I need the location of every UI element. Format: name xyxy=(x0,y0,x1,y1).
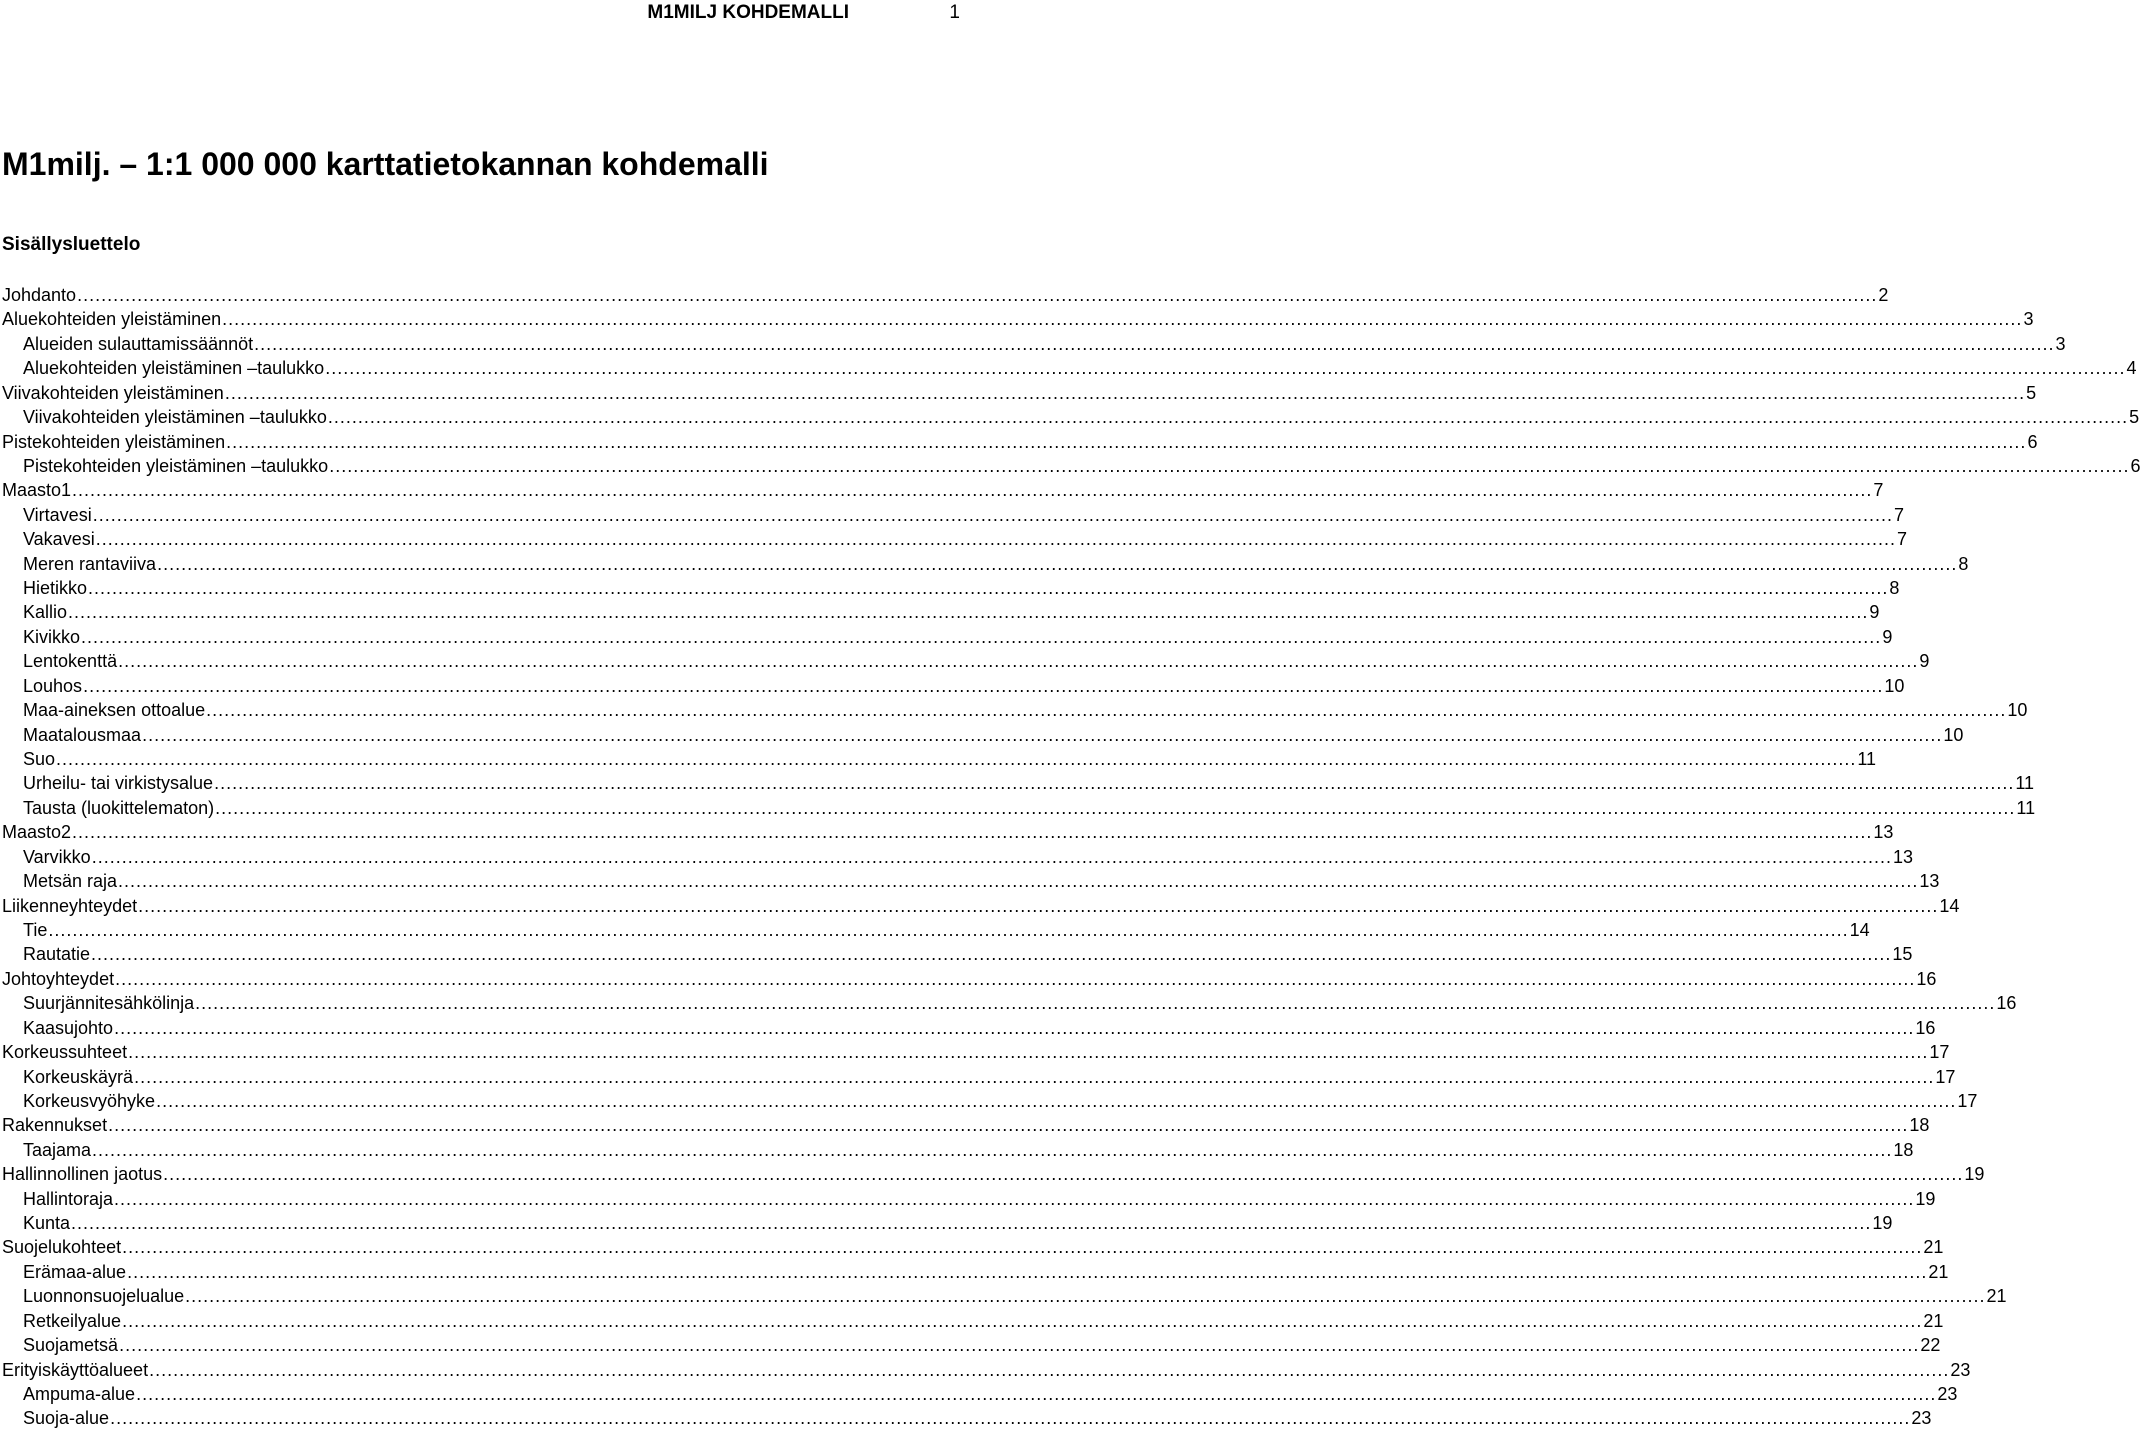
toc-entry-page: 13 xyxy=(1873,822,1894,843)
toc-entry-page: 11 xyxy=(2015,773,2035,794)
toc-dot-leader: ............................................................................................................................................................................................................................................................................................................ xyxy=(127,1261,1928,1282)
toc-entry-label: Maasto1 xyxy=(2,480,72,501)
toc-entry[interactable] xyxy=(2,991,2017,1015)
toc-entry-page: 6 xyxy=(2130,455,2141,476)
toc-entry-label: Urheilu- tai virkistysalue xyxy=(23,773,214,794)
toc-entry-page: 19 xyxy=(1964,1164,1985,1185)
toc-entry[interactable] xyxy=(2,820,1894,844)
toc-entry-page: 11 xyxy=(1857,749,1877,770)
toc-entry[interactable] xyxy=(2,503,1905,527)
toc-entry-page: 9 xyxy=(1919,651,1930,672)
toc-entry[interactable] xyxy=(2,1358,1971,1382)
toc-entry[interactable] xyxy=(2,1406,1932,1430)
toc-entry[interactable] xyxy=(2,796,2036,820)
toc-dot-leader: ............................................................................................................................................................................................................................................................................................................ xyxy=(128,1042,1929,1063)
toc-entry[interactable] xyxy=(2,698,2028,722)
toc-dot-leader: ............................................................................................................................................................................................................................................................................................................ xyxy=(95,529,1896,550)
toc-entry-label: Alueiden sulauttamissäännöt xyxy=(23,333,254,354)
toc-entry[interactable] xyxy=(2,771,2035,795)
toc-entry-page: 8 xyxy=(1958,553,1969,574)
toc-dot-leader: ............................................................................................................................................................................................................................................................................................................ xyxy=(163,1164,1964,1185)
toc-entry[interactable] xyxy=(2,356,2137,380)
toc-entry-label: Kaasujohto xyxy=(23,1017,114,1038)
toc-entry[interactable] xyxy=(2,1235,1944,1259)
toc-entry-page: 15 xyxy=(1892,944,1913,965)
toc-entry[interactable] xyxy=(2,1113,1930,1137)
toc-entry-label: Korkeuskäyrä xyxy=(23,1066,134,1087)
table-of-contents xyxy=(2,283,2141,1431)
toc-entry-label: Hallinnollinen jaotus xyxy=(2,1164,163,1185)
toc-entry-page: 5 xyxy=(2026,382,2037,403)
toc-entry-page: 10 xyxy=(2007,700,2028,721)
toc-entry[interactable] xyxy=(2,1382,1958,1406)
toc-entry[interactable] xyxy=(2,478,1884,502)
toc-entry-page: 3 xyxy=(2055,333,2066,354)
toc-entry[interactable] xyxy=(2,576,1900,600)
toc-entry-label: Tie xyxy=(23,919,48,940)
toc-dot-leader: ............................................................................................................................................................................................................................................................................................................ xyxy=(114,1017,1915,1038)
toc-entry-label: Kivikko xyxy=(23,626,81,647)
toc-entry-page: 16 xyxy=(1916,968,1937,989)
toc-entry-label: Metsän raja xyxy=(23,871,118,892)
toc-dot-leader: ............................................................................................................................................................................................................................................................................................................ xyxy=(222,309,2023,330)
toc-entry-page: 14 xyxy=(1849,919,1870,940)
toc-entry[interactable] xyxy=(2,918,1870,942)
toc-dot-leader: ............................................................................................................................................................................................................................................................................................................ xyxy=(327,407,2129,428)
toc-entry[interactable] xyxy=(2,649,1930,673)
toc-entry-label: Lentokenttä xyxy=(23,651,118,672)
toc-dot-leader: ............................................................................................................................................................................................................................................................................................................ xyxy=(114,1188,1915,1209)
toc-entry-page: 16 xyxy=(1915,1017,1936,1038)
toc-entry-page: 23 xyxy=(1911,1408,1932,1429)
toc-dot-leader: ............................................................................................................................................................................................................................................................................................................ xyxy=(91,944,1892,965)
toc-entry-page: 14 xyxy=(1939,895,1960,916)
toc-dot-leader: ............................................................................................................................................................................................................................................................................................................ xyxy=(185,1286,1986,1307)
toc-entry[interactable] xyxy=(2,405,2140,429)
toc-entry[interactable] xyxy=(2,1333,1941,1357)
toc-dot-leader: ............................................................................................................................................................................................................................................................................................................ xyxy=(108,1115,1909,1136)
toc-entry-label: Rautatie xyxy=(23,944,91,965)
toc-entry[interactable] xyxy=(2,894,1960,918)
toc-entry-page: 22 xyxy=(1920,1335,1941,1356)
toc-dot-leader: ............................................................................................................................................................................................................................................................................................................ xyxy=(195,993,1996,1014)
toc-dot-leader: ............................................................................................................................................................................................................................................................................................................ xyxy=(149,1359,1950,1380)
toc-entry[interactable] xyxy=(2,1284,2007,1308)
toc-entry-label: Korkeussuhteet xyxy=(2,1042,128,1063)
toc-entry-page: 7 xyxy=(1897,529,1908,550)
toc-dot-leader: ............................................................................................................................................................................................................................................................................................................ xyxy=(92,1139,1893,1160)
toc-entry-page: 6 xyxy=(2027,431,2038,452)
toc-dot-leader: ............................................................................................................................................................................................................................................................................................................ xyxy=(142,724,1943,745)
toc-entry[interactable] xyxy=(2,967,1937,991)
toc-entry[interactable] xyxy=(2,283,1889,307)
toc-entry-label: Hallintoraja xyxy=(23,1188,114,1209)
toc-entry-page: 4 xyxy=(2126,358,2137,379)
toc-entry[interactable] xyxy=(2,1065,1956,1089)
toc-dot-leader: ............................................................................................................................................................................................................................................................................................................ xyxy=(91,846,1892,867)
toc-entry-label: Viivakohteiden yleistäminen xyxy=(2,382,224,403)
toc-entry-label: Aluekohteiden yleistäminen xyxy=(2,309,222,330)
toc-dot-leader: ............................................................................................................................................................................................................................................................................................................ xyxy=(56,749,1857,770)
toc-entry-label: Rakennukset xyxy=(2,1115,108,1136)
toc-entry-label: Erityiskäyttöalueet xyxy=(2,1359,149,1380)
header-page-number: 1 xyxy=(949,2,960,23)
toc-entry-page: 18 xyxy=(1893,1139,1914,1160)
toc-entry-page: 7 xyxy=(1894,504,1905,525)
toc-dot-leader: ............................................................................................................................................................................................................................................................................................................ xyxy=(254,333,2055,354)
toc-entry[interactable] xyxy=(2,1309,1944,1333)
toc-entry[interactable] xyxy=(2,869,1940,893)
toc-entry-label: Ampuma-alue xyxy=(23,1383,136,1404)
toc-dot-leader: ............................................................................................................................................................................................................................................................................................................ xyxy=(71,1213,1872,1234)
toc-dot-leader: ............................................................................................................................................................................................................................................................................................................ xyxy=(77,285,1878,305)
toc-entry-page: 9 xyxy=(1882,626,1893,647)
toc-entry-label: Kallio xyxy=(23,602,68,623)
toc-entry-page: 13 xyxy=(1919,871,1940,892)
toc-entry[interactable] xyxy=(2,527,1908,551)
toc-entry-label: Liikenneyhteydet xyxy=(2,895,138,916)
toc-dot-leader: ............................................................................................................................................................................................................................................................................................................ xyxy=(215,797,2016,818)
toc-entry[interactable] xyxy=(2,1187,1936,1211)
toc-entry-page: 23 xyxy=(1937,1383,1958,1404)
toc-dot-leader: ............................................................................................................................................................................................................................................................................................................ xyxy=(48,919,1849,940)
toc-entry-page: 18 xyxy=(1909,1115,1930,1136)
toc-dot-leader: ............................................................................................................................................................................................................................................................................................................ xyxy=(72,480,1873,501)
toc-entry-label: Maatalousmaa xyxy=(23,724,142,745)
toc-entry-page: 17 xyxy=(1935,1066,1956,1087)
toc-entry[interactable] xyxy=(2,674,1905,698)
toc-entry-label: Tausta (luokittelematon) xyxy=(23,797,215,818)
toc-dot-leader: ............................................................................................................................................................................................................................................................................................................ xyxy=(224,382,2026,403)
document-title: M1milj. – 1:1 000 000 karttatietokannan kohdemalli xyxy=(2,146,769,182)
toc-entry[interactable] xyxy=(2,381,2037,405)
toc-dot-leader: ............................................................................................................................................................................................................................................................................................................ xyxy=(156,1090,1957,1111)
toc-entry-page: 7 xyxy=(1873,480,1884,501)
toc-dot-leader: ............................................................................................................................................................................................................................................................................................................ xyxy=(157,553,1958,574)
toc-dot-leader: ............................................................................................................................................................................................................................................................................................................ xyxy=(325,358,2126,379)
toc-heading: Sisällysluettelo xyxy=(2,234,141,255)
toc-entry-label: Vakavesi xyxy=(23,529,95,550)
toc-dot-leader: ............................................................................................................................................................................................................................................................................................................ xyxy=(83,675,1884,696)
toc-entry-label: Johtoyhteydet xyxy=(2,968,115,989)
toc-dot-leader: ............................................................................................................................................................................................................................................................................................................ xyxy=(110,1408,1911,1429)
toc-entry-label: Suurjännitesähkölinja xyxy=(23,993,195,1014)
toc-entry-label: Taajama xyxy=(23,1139,92,1160)
toc-entry-label: Maa-aineksen ottoalue xyxy=(23,700,206,721)
toc-dot-leader: ............................................................................................................................................................................................................................................................................................................ xyxy=(92,504,1893,525)
toc-entry-page: 21 xyxy=(1928,1261,1949,1282)
toc-entry-page: 21 xyxy=(1986,1286,2007,1307)
toc-entry[interactable] xyxy=(2,1089,1978,1113)
toc-entry-page: 17 xyxy=(1957,1090,1978,1111)
toc-entry[interactable] xyxy=(2,845,1914,869)
toc-entry[interactable] xyxy=(2,430,2038,454)
toc-entry-label: Retkeilyalue xyxy=(23,1310,122,1331)
toc-entry-page: 5 xyxy=(2129,407,2140,428)
toc-entry-page: 8 xyxy=(1889,578,1900,599)
toc-entry-page: 23 xyxy=(1950,1359,1971,1380)
toc-entry[interactable] xyxy=(2,1211,1893,1235)
toc-entry-label: Viivakohteiden yleistäminen –taulukko xyxy=(23,407,327,428)
toc-entry-label: Suo xyxy=(23,749,56,770)
toc-entry-page: 11 xyxy=(2016,797,2036,818)
toc-entry-label: Johdanto xyxy=(2,285,77,305)
toc-entry-page: 19 xyxy=(1872,1213,1893,1234)
toc-entry-label: Meren rantaviiva xyxy=(23,553,157,574)
toc-entry-label: Suoja-alue xyxy=(23,1408,110,1429)
toc-entry-label: Virtavesi xyxy=(23,504,92,525)
toc-entry[interactable] xyxy=(2,1260,1949,1284)
toc-entry-label: Korkeusvyöhyke xyxy=(23,1090,156,1111)
toc-entry-page: 21 xyxy=(1923,1237,1944,1258)
toc-entry[interactable] xyxy=(2,332,2066,356)
toc-dot-leader: ............................................................................................................................................................................................................................................................................................................ xyxy=(138,895,1939,916)
header-title: M1MILJ KOHDEMALLI xyxy=(647,2,849,23)
toc-entry-label: Aluekohteiden yleistäminen –taulukko xyxy=(23,358,325,379)
toc-entry-page: 9 xyxy=(1869,602,1880,623)
toc-dot-leader: ............................................................................................................................................................................................................................................................................................................ xyxy=(119,1335,1920,1356)
toc-dot-leader: ............................................................................................................................................................................................................................................................................................................ xyxy=(214,773,2015,794)
toc-entry-label: Suojametsä xyxy=(23,1335,119,1356)
toc-entry[interactable] xyxy=(2,1040,1950,1064)
toc-dot-leader: ............................................................................................................................................................................................................................................................................................................ xyxy=(81,626,1882,647)
toc-dot-leader: ............................................................................................................................................................................................................................................................................................................ xyxy=(68,602,1869,623)
toc-entry-page: 19 xyxy=(1915,1188,1936,1209)
toc-entry-page: 2 xyxy=(1878,285,1889,305)
toc-dot-leader: ............................................................................................................................................................................................................................................................................................................ xyxy=(115,968,1916,989)
toc-entry[interactable] xyxy=(2,552,1969,576)
toc-entry-page: 10 xyxy=(1884,675,1905,696)
toc-entry-page: 17 xyxy=(1929,1042,1950,1063)
toc-dot-leader: ............................................................................................................................................................................................................................................................................................................ xyxy=(329,455,2130,476)
toc-entry-page: 13 xyxy=(1892,846,1914,867)
toc-entry-label: Hietikko xyxy=(23,578,88,599)
toc-entry[interactable] xyxy=(2,625,1893,649)
toc-entry[interactable] xyxy=(2,1138,1914,1162)
toc-entry[interactable] xyxy=(2,454,2141,478)
toc-entry[interactable] xyxy=(2,747,1877,771)
toc-entry[interactable] xyxy=(2,942,1913,966)
toc-dot-leader: ............................................................................................................................................................................................................................................................................................................ xyxy=(122,1310,1923,1331)
toc-entry[interactable] xyxy=(2,600,1880,624)
toc-entry-label: Suojelukohteet xyxy=(2,1237,122,1258)
toc-entry-label: Varvikko xyxy=(23,846,91,867)
toc-dot-leader: ............................................................................................................................................................................................................................................................................................................ xyxy=(136,1383,1937,1404)
toc-entry-label: Erämaa-alue xyxy=(23,1261,127,1282)
toc-entry-label: Pistekohteiden yleistäminen –taulukko xyxy=(23,455,329,476)
toc-entry[interactable] xyxy=(2,723,1964,747)
toc-entry-page: 3 xyxy=(2023,309,2034,330)
toc-dot-leader: ............................................................................................................................................................................................................................................................................................................ xyxy=(118,651,1919,672)
toc-dot-leader: ............................................................................................................................................................................................................................................................................................................ xyxy=(134,1066,1935,1087)
toc-dot-leader: ............................................................................................................................................................................................................................................................................................................ xyxy=(118,871,1919,892)
toc-entry-label: Pistekohteiden yleistäminen xyxy=(2,431,226,452)
toc-entry-label: Maasto2 xyxy=(2,822,72,843)
toc-entry[interactable] xyxy=(2,307,2034,331)
toc-entry-page: 10 xyxy=(1943,724,1964,745)
toc-entry[interactable] xyxy=(2,1016,1936,1040)
toc-dot-leader: ............................................................................................................................................................................................................................................................................................................ xyxy=(72,822,1873,843)
toc-entry-label: Louhos xyxy=(23,675,83,696)
toc-entry-label: Luonnonsuojelualue xyxy=(23,1286,185,1307)
page-header xyxy=(0,0,960,30)
toc-dot-leader: ............................................................................................................................................................................................................................................................................................................ xyxy=(226,431,2027,452)
toc-entry[interactable] xyxy=(2,1162,1985,1186)
toc-dot-leader: ............................................................................................................................................................................................................................................................................................................ xyxy=(206,700,2007,721)
toc-entry-page: 21 xyxy=(1923,1310,1944,1331)
toc-dot-leader: ............................................................................................................................................................................................................................................................................................................ xyxy=(122,1237,1923,1258)
toc-entry-label: Kunta xyxy=(23,1213,71,1234)
toc-dot-leader: ............................................................................................................................................................................................................................................................................................................ xyxy=(88,578,1889,599)
toc-entry-page: 16 xyxy=(1996,993,2017,1014)
